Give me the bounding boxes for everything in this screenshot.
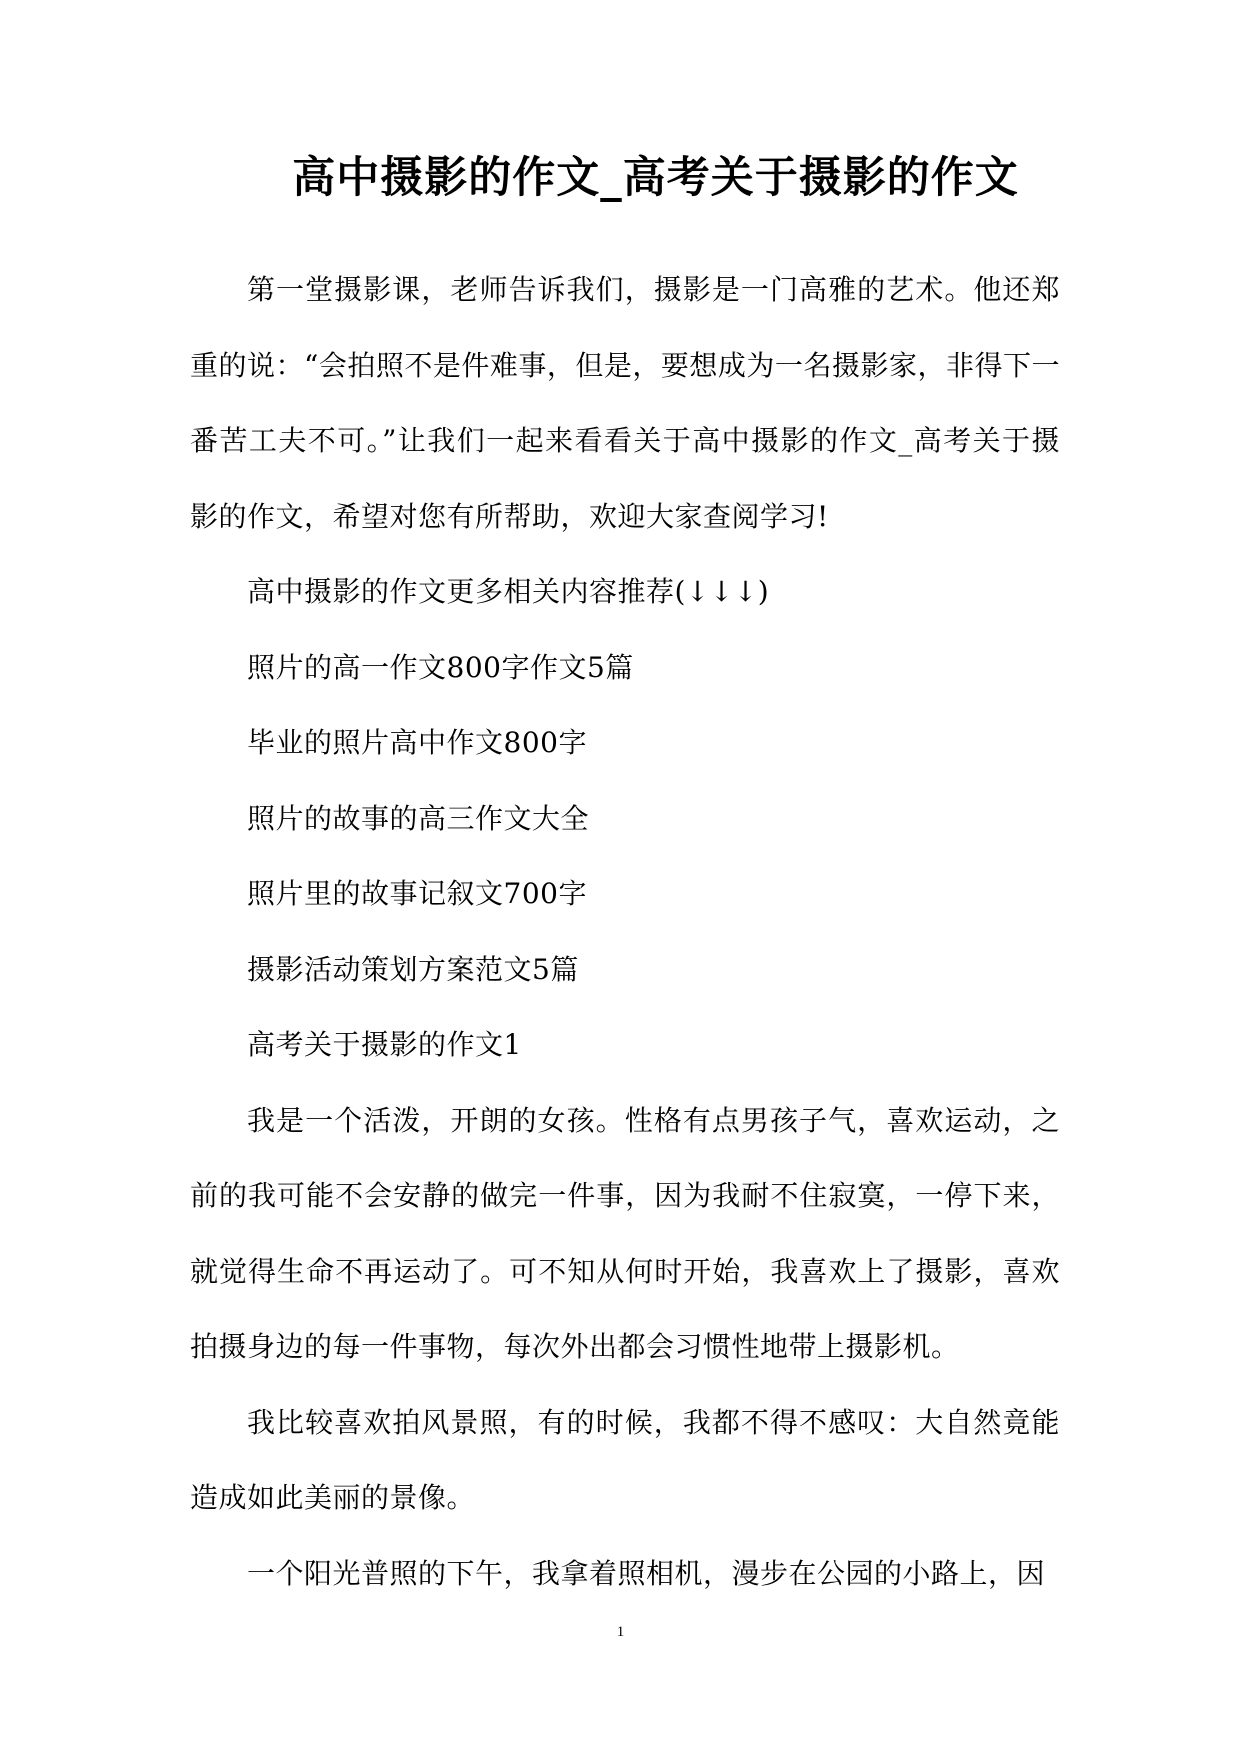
essay-heading: 高考关于摄影的作文1 xyxy=(247,1028,522,1061)
page-title: 高中摄影的作文_高考关于摄影的作文 xyxy=(292,153,1019,203)
related-link[interactable]: 照片的故事的高三作文大全 xyxy=(247,801,590,835)
essay-paragraph: 我比较喜欢拍风景照，有的时候，我都不得不感叹：大自然竟能造成如此美丽的景像。 xyxy=(190,1405,1060,1514)
essay-paragraph: 一个阳光普照的下午，我拿着照相机，漫步在公园的小路上，因 xyxy=(247,1556,1046,1590)
page-number: 1 xyxy=(616,1624,625,1640)
related-link[interactable]: 照片的高一作文800字作文5篇 xyxy=(247,650,634,684)
essay-paragraph: 我是一个活泼，开朗的女孩。性格有点男孩子气，喜欢运动，之前的我可能不会安静的做完一件事，因为我耐不住寂寞，一停下来，就觉得生命不再运动了。可不知从何时开始，我喜欢上了摄影，喜欢拍摄身边的每一件事物，每次外出都会习惯性地带上摄影机。 xyxy=(190,1103,1060,1363)
related-link[interactable]: 照片里的故事记叙文700字 xyxy=(247,877,587,910)
recommend-heading: 高中摄影的作文更多相关内容推荐(↓↓↓) xyxy=(247,575,770,608)
document-body xyxy=(190,252,1060,1611)
intro-paragraph: 第一堂摄影课，老师告诉我们，摄影是一门高雅的艺术。他还郑重的说：“会拍照不是件难事，但是，要想成为一名摄影家，非得下一番苦工夫不可。”让我们一起来看看关于高中摄影的作文_高考关于摄影的作文，希望对您有所帮助，欢迎大家查阅学习! xyxy=(190,273,1060,533)
related-link[interactable]: 毕业的照片高中作文800字 xyxy=(247,726,587,759)
related-link[interactable]: 摄影活动策划方案范文5篇 xyxy=(247,952,579,986)
